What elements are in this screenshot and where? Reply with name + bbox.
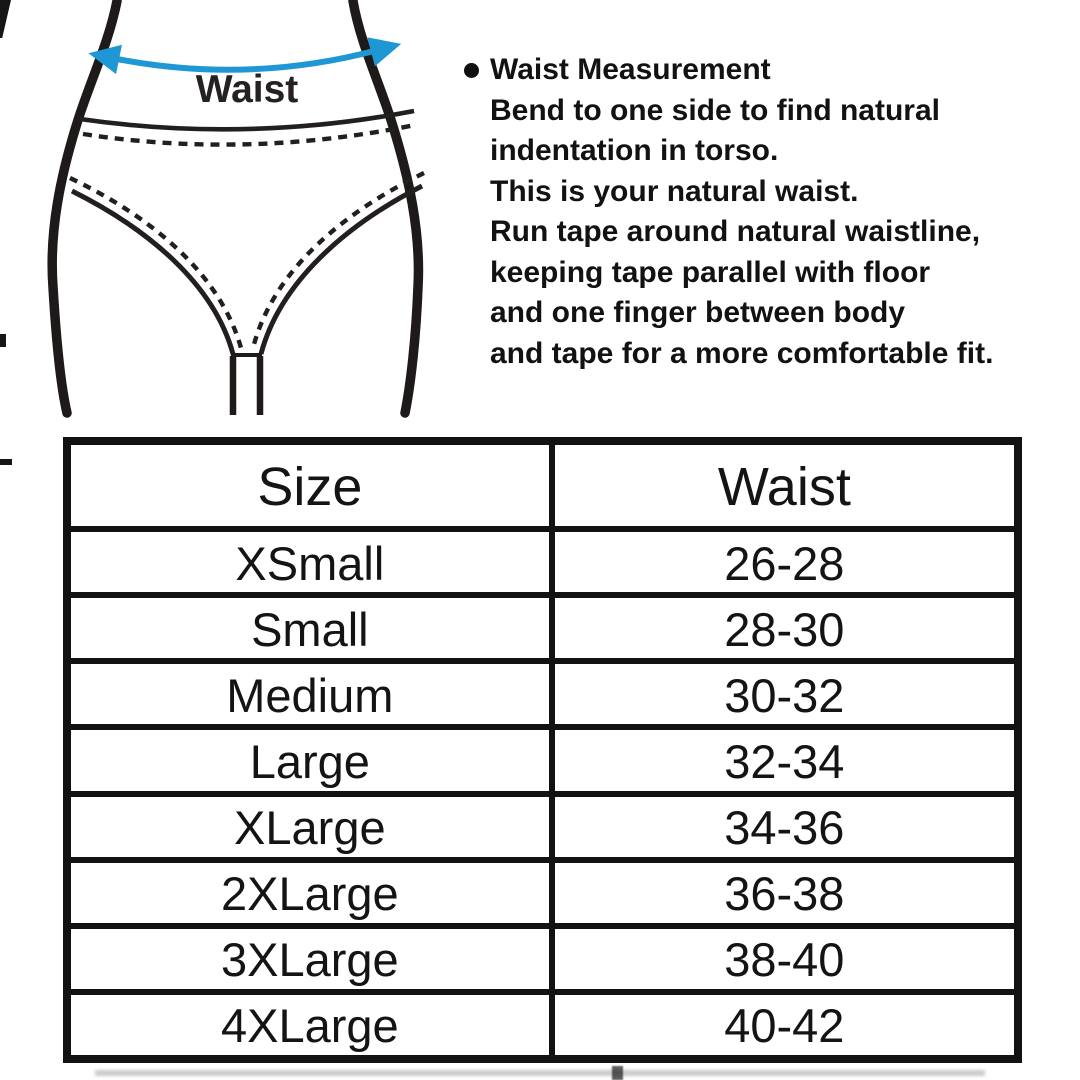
size-cell: XLarge [71,797,549,857]
scan-artifact-left-dash [0,459,12,465]
gusset-strip [231,355,262,415]
instruction-line: This is your natural waist. [490,174,859,208]
instruction-line: and one finger between body [490,296,906,329]
size-chart-table [63,437,1022,1063]
instructions-heading-line [462,50,1068,91]
size-column-header: Size [71,445,549,526]
size-cell: Medium [71,664,549,724]
instruction-line: keeping tape parallel with floor [490,255,931,289]
instruction-line: Bend to one side to find natural [490,93,940,127]
measurement-instructions [462,50,1068,374]
size-cell: 4XLarge [71,995,549,1055]
size-cell: Small [71,598,549,658]
waist-measurement-arrow-icon [112,50,378,70]
panty-waistband [80,111,415,145]
size-cell: 3XLarge [71,929,549,989]
cutoff-text-mark [612,1066,623,1080]
size-cell: XSmall [71,532,549,592]
waist-cell: 40-42 [555,995,1014,1055]
waist-cell: 36-38 [555,863,1014,923]
panty-leg-openings [70,173,424,354]
waist-label: Waist [195,68,299,111]
panty-figure-drawing [0,0,470,436]
waist-column-header: Waist [555,445,1014,526]
instruction-line: Run tape around natural waistline, [490,215,981,248]
waist-cell: 34-36 [555,797,1014,857]
instruction-line: indentation in torso. [490,134,779,167]
size-cell: Large [71,730,549,790]
size-cell: 2XLarge [71,863,549,923]
bullet-icon [464,63,479,78]
instruction-line: and tape for a more comfortable fit. [490,336,994,370]
waist-cell: 28-30 [555,598,1014,658]
waist-cell: 32-34 [555,730,1014,790]
torso-outline [52,1,418,413]
waist-cell: 38-40 [555,929,1014,989]
cutoff-text-smear [95,1070,985,1076]
waist-measurement-diagram [0,0,470,436]
waist-cell: 26-28 [555,532,1014,592]
waist-cell: 30-32 [555,664,1014,724]
scan-artifact-left-edge [0,334,6,347]
instructions-heading: Waist Measurement [490,53,771,86]
